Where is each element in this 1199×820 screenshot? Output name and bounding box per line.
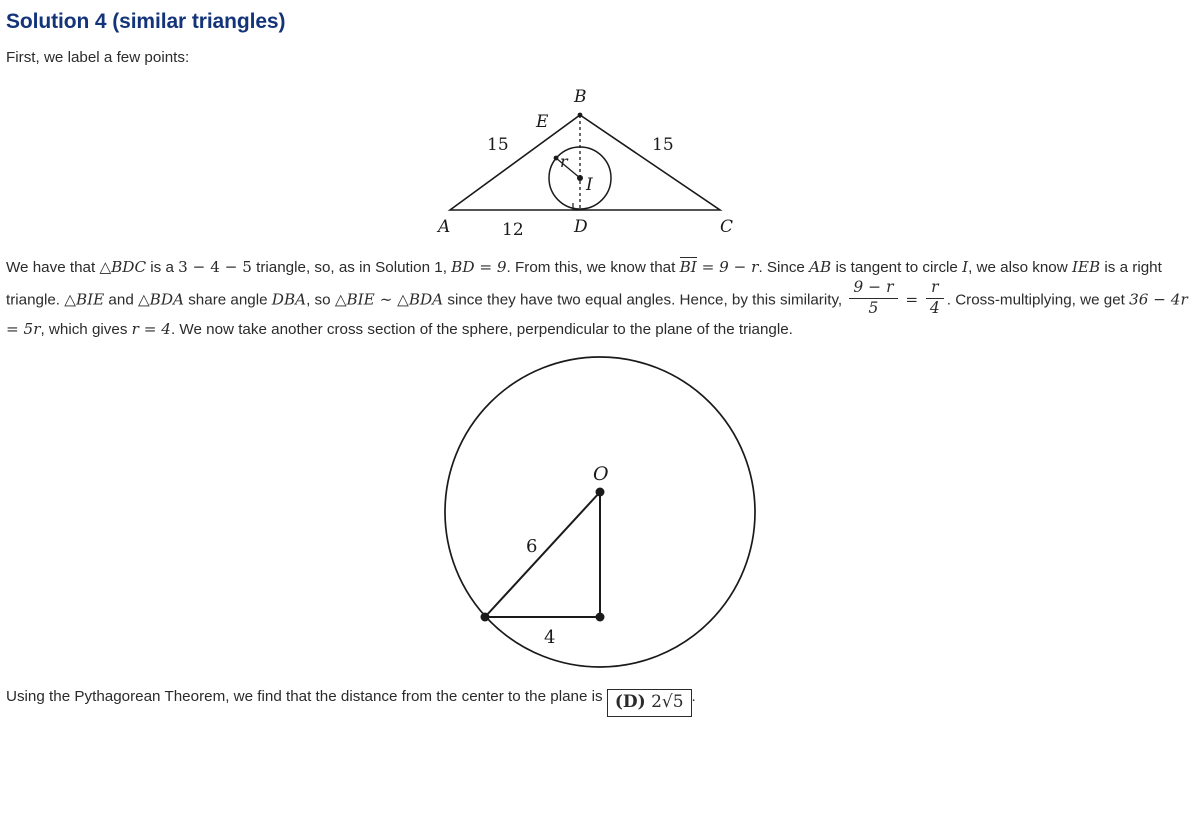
- answer-letter: (D): [614, 692, 646, 713]
- similar-right: △BDA: [397, 290, 444, 309]
- equals-sign: =: [900, 290, 923, 309]
- answer-value: 2√5: [651, 692, 684, 713]
- label-half-chord-4: 4: [543, 627, 555, 649]
- triangle-ieb: IEB: [1071, 257, 1101, 276]
- cross-multiplied-equation: 36 − 4r = 5r: [6, 290, 1188, 338]
- circle-cross-section-svg: [430, 347, 770, 677]
- label-A: A: [437, 216, 450, 237]
- label-base: 12: [501, 219, 524, 240]
- text-seg-10: share angle: [183, 291, 272, 309]
- label-radius-6: 6: [525, 536, 537, 558]
- text-seg-8: is a right triangle.: [6, 258, 1162, 309]
- text-seg-9: and: [104, 291, 138, 309]
- text-seg-2: is a: [146, 258, 179, 276]
- segment-bi: BI: [679, 257, 697, 276]
- text-seg-15: . We now take another cross section of the sphere, perpendicular to the plane of the triangle.: [170, 320, 793, 338]
- bi-value: = 9 − r: [696, 257, 759, 276]
- ratio-345: 3 − 4 − 5: [178, 257, 252, 276]
- triangle-incircle-svg: [390, 80, 810, 240]
- solution-page: [0, 10, 1199, 717]
- text-seg-4: . From this, we know that: [506, 258, 680, 276]
- triangle-bda: △BDA: [137, 290, 184, 309]
- label-D: D: [573, 216, 588, 237]
- similar-left: △BIE: [334, 290, 375, 309]
- fraction-left-denominator: 5: [868, 298, 879, 317]
- fraction-right-denominator: 4: [929, 298, 940, 317]
- r-value: r = 4: [131, 319, 171, 338]
- conclusion-text: Using the Pythagorean Theorem, we find that the distance from the center to the plane is: [6, 688, 607, 706]
- triangle-bdc: △BDC: [99, 257, 147, 276]
- label-B: B: [573, 86, 586, 107]
- text-seg-11: , so: [306, 291, 335, 309]
- fraction-left: [849, 279, 897, 318]
- fraction-left-numerator: 9 − r: [849, 279, 897, 299]
- main-paragraph: [6, 256, 1193, 342]
- text-seg-6: is tangent to circle: [831, 258, 963, 276]
- label-C: C: [719, 216, 733, 237]
- intro-paragraph: First, we label a few points:: [6, 49, 190, 66]
- page-title: Solution 4 (similar triangles): [6, 10, 286, 33]
- angle-dba: DBA: [271, 290, 307, 309]
- circle-i: I: [962, 257, 969, 276]
- fraction-right-numerator: r: [926, 279, 944, 299]
- text-seg-5: . Since: [758, 258, 810, 276]
- label-O: O: [592, 463, 609, 486]
- segment-ab: AB: [809, 257, 832, 276]
- text-seg-12: since they have two equal angles. Hence, by this similarity,: [443, 291, 847, 309]
- text-seg-3: triangle, so, as in Solution 1,: [251, 258, 452, 276]
- similar-symbol: ∼: [374, 290, 398, 309]
- text-seg-7: , we also know: [968, 258, 1072, 276]
- label-r: r: [559, 151, 568, 171]
- conclusion-paragraph: [6, 685, 1193, 717]
- text-seg-13: . Cross-multiplying, we get: [946, 291, 1130, 309]
- fraction-right: [926, 279, 944, 318]
- triangle-bie: △BIE: [64, 290, 105, 309]
- label-E: E: [535, 111, 548, 132]
- figure-triangle-incircle: [6, 80, 1193, 240]
- answer-box: [607, 689, 692, 717]
- conclusion-period: .: [691, 688, 696, 706]
- label-left-side: 15: [486, 134, 509, 155]
- bd-equation: BD = 9: [451, 257, 507, 276]
- text-seg-14: , which gives: [40, 320, 132, 338]
- text-seg-1: We have that: [6, 258, 100, 276]
- figure-circle-cross-section: [6, 347, 1193, 677]
- label-right-side: 15: [651, 134, 674, 155]
- label-I: I: [585, 174, 593, 195]
